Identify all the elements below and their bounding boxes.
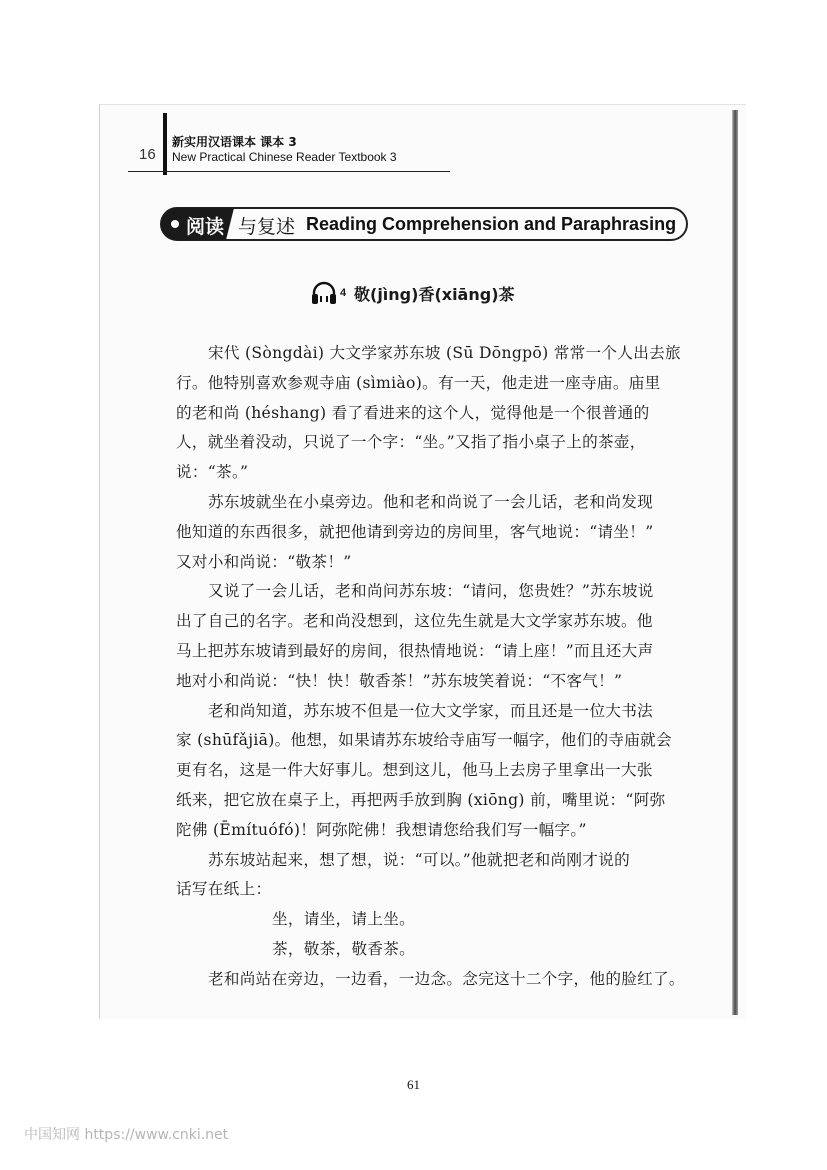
footer-page-number: 61 [407,1077,420,1092]
text-line: 又说了一会儿话，老和尚问苏东坡：“请问，您贵姓？”苏东坡说 [208,582,654,601]
text-line: 他知道的东西很多，就把他请到旁边的房间里，客气地说：“请坐！” [176,522,654,541]
header-vertical-bar [163,113,167,175]
story-title: 敬(jìng)香(xiāng)茶 [354,285,515,304]
text-line: 陀佛 (Ēmítuófó)！阿弥陀佛！我想请您给我们写一幅字。” [176,820,587,839]
text-line: 行。他特别喜欢参观寺庙 (sìmiào)。有一天，他走进一座寺庙。庙里 [176,373,661,392]
story-body [176,339,686,995]
text-line: 出了自己的名字。老和尚没想到，这位先生就是大文学家苏东坡。他 [176,612,653,631]
headphones-icon [310,281,338,307]
poem-line: 茶，敬茶，敬香茶。 [272,939,416,958]
section-banner [160,206,690,242]
book-title-english: New Practical Chinese Reader Textbook 3 [172,150,397,164]
text-line: 马上把苏东坡请到最好的房间，很热情地说：“请上座！”而且还大声 [176,641,654,660]
header-rule [128,171,450,172]
text-line: 老和尚站在旁边，一边看，一边念。念完这十二个字，他的脸红了。 [208,969,685,988]
book-title-chinese: 新实用汉语课本 课本 3 [172,135,297,149]
text-line: 说：“茶。” [176,463,249,482]
section-title-zh: 与复述 [238,216,296,238]
text-line: 宋代 (Sòngdài) 大文学家苏东坡 (Sū Dōngpō) 常常一个人出去旅 [208,344,681,362]
text-line: 老和尚知道，苏东坡不但是一位大文学家，而且还是一位大书法 [208,701,654,720]
text-line: 苏东坡就坐在小桌旁边。他和老和尚说了一会儿话，老和尚发现 [208,492,654,511]
watermark: 中国知网 https://www.cnki.net [24,1127,229,1143]
text-line: 苏东坡站起来，想了想，说：“可以。”他就把老和尚刚才说的 [208,850,630,869]
poem-line: 坐，请坐，请上坐。 [272,910,416,929]
bullet-dot-icon [171,220,179,228]
story-number: 4 [340,287,347,299]
text-line: 人，就坐着没动，只说了一个字：“坐。”又指了指小桌子上的茶壶， [176,433,646,452]
text-line: 纸来，把它放在桌子上，再把两手放到胸 (xiōng) 前，嘴里说：“阿弥 [176,790,666,809]
text-line: 家 (shūfǎjiā)。他想，如果请苏东坡给寺庙写一幅字，他们的寺庙就会 [176,731,672,750]
book-spine-shadow [732,110,738,1015]
section-title-en: Reading Comprehension and Paraphrasing [306,214,677,234]
page-number-header: 16 [139,146,156,163]
text-line: 又对小和尚说：“敬茶！” [176,552,352,571]
text-line: 地对小和尚说：“快！快！敬香茶！”苏东坡笑着说：“不客气！” [176,671,623,690]
text-line: 话写在纸上： [176,880,272,899]
text-line: 更有名，这是一件大好事儿。想到这儿，他马上去房子里拿出一大张 [176,761,653,780]
section-title-zh-highlight: 阅读 [186,216,225,238]
text-line: 的老和尚 (héshang) 看了看进来的这个人，觉得他是一个很普通的 [176,403,650,422]
